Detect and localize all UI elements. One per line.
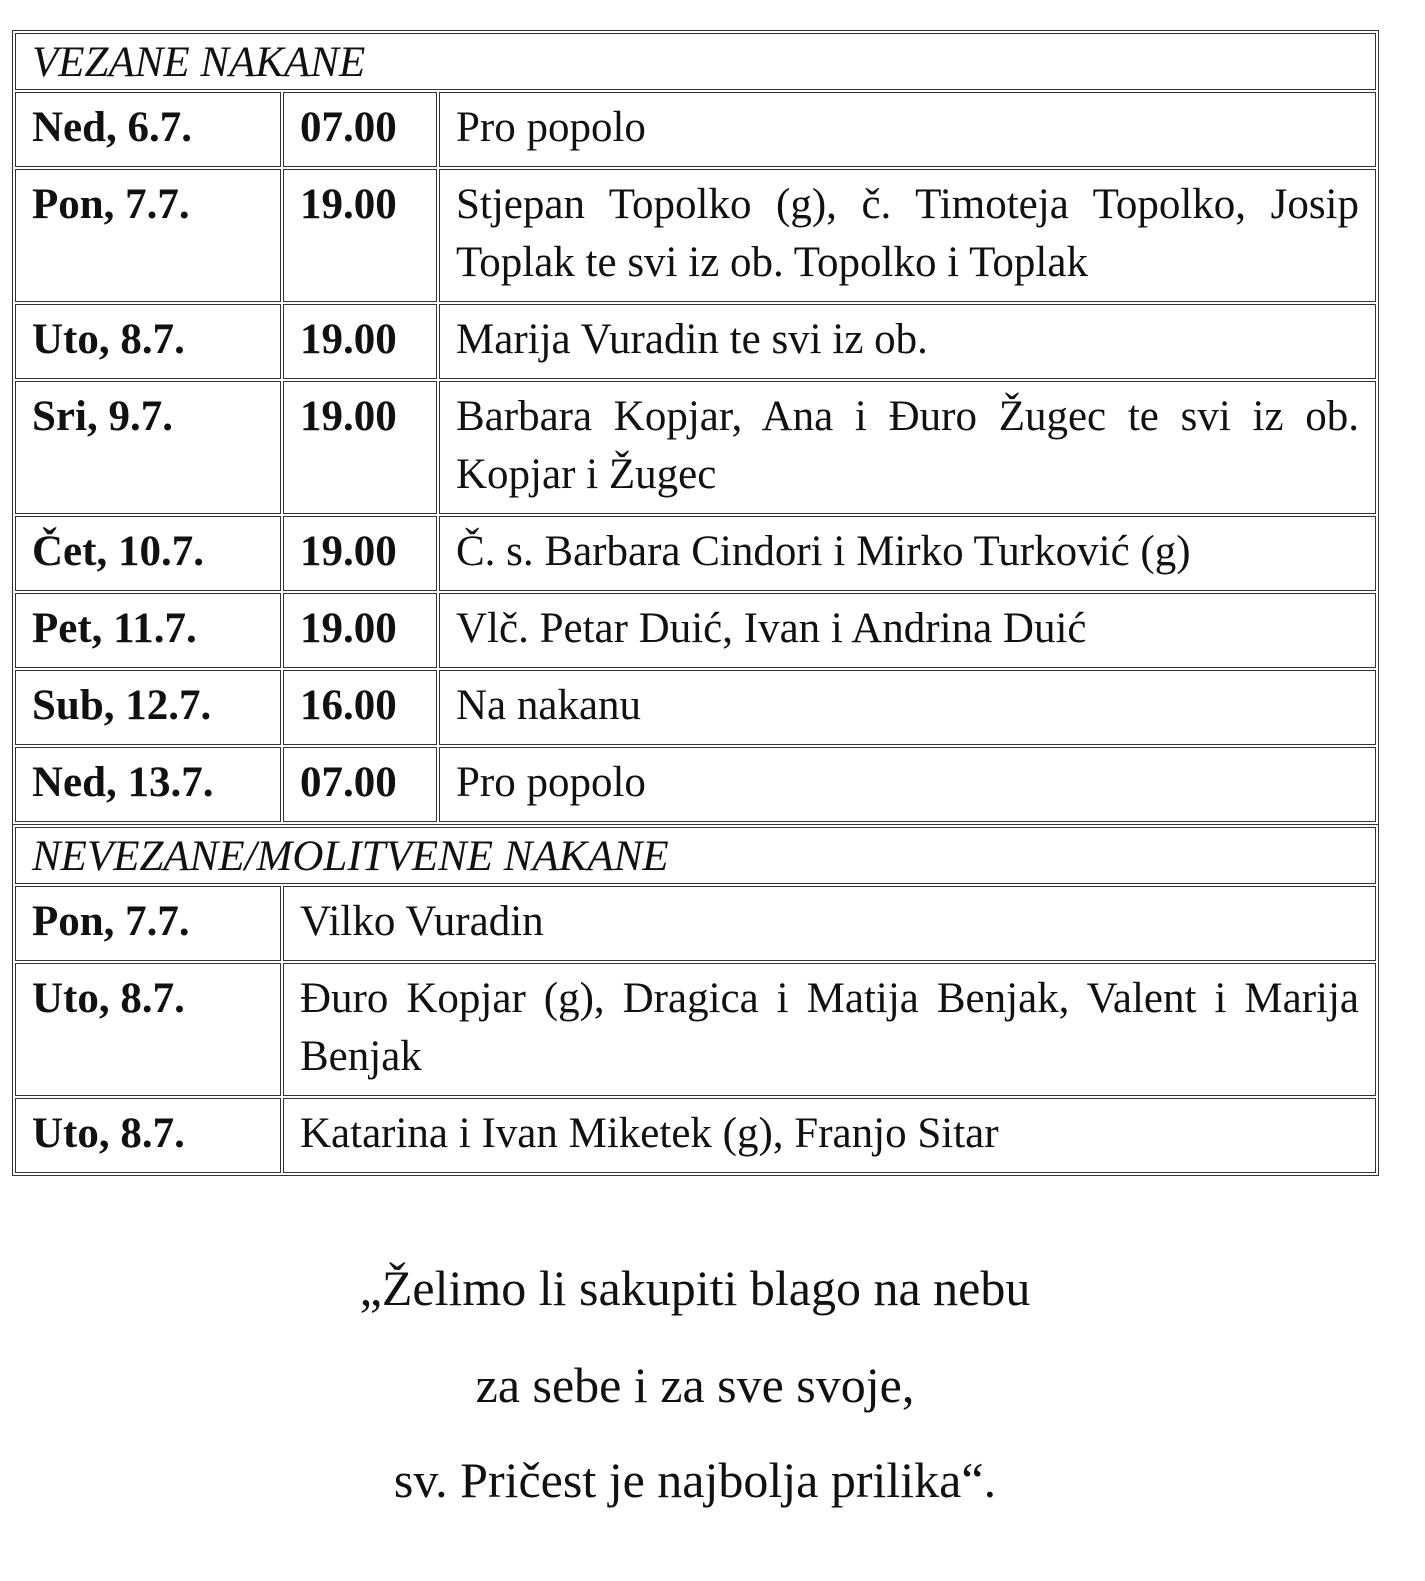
table-row xyxy=(15,169,1376,302)
day-cell: Čet, 10.7. xyxy=(15,516,281,591)
table-row xyxy=(15,963,1376,1096)
intention-cell: Pro popolo xyxy=(439,92,1376,167)
quote-line-1: „Želimo li sakupiti blago na nebu xyxy=(359,1260,1031,1316)
section-heading-row xyxy=(15,827,1376,884)
day-cell: Sub, 12.7. xyxy=(15,670,281,745)
intention-cell: Vilko Vuradin xyxy=(283,886,1376,961)
table-row xyxy=(15,670,1376,745)
time-cell: 07.00 xyxy=(283,92,437,167)
day-cell: Pet, 11.7. xyxy=(15,593,281,668)
day-cell: Ned, 13.7. xyxy=(15,747,281,822)
table-row xyxy=(15,381,1376,514)
time-cell: 19.00 xyxy=(283,169,437,302)
intention-cell: Katarina i Ivan Miketek (g), Franjo Sitar xyxy=(283,1098,1376,1173)
quote-line-2: za sebe i za sve svoje, xyxy=(475,1357,915,1413)
intention-cell: Marija Vuradin te svi iz ob. xyxy=(439,304,1376,379)
table-row xyxy=(15,593,1376,668)
intention-cell: Na nakanu xyxy=(439,670,1376,745)
mass-intentions-sheet xyxy=(12,30,1379,1176)
bound-intentions-heading: VEZANE NAKANE xyxy=(15,33,1376,90)
day-cell: Uto, 8.7. xyxy=(15,963,281,1096)
day-cell: Uto, 8.7. xyxy=(15,1098,281,1173)
day-cell: Pon, 7.7. xyxy=(15,169,281,302)
intention-cell: Barbara Kopjar, Ana i Đuro Žugec te svi iz ob. Kopjar i Žugec xyxy=(439,381,1376,514)
prayer-intentions-heading: NEVEZANE/MOLITVENE NAKANE xyxy=(15,827,1376,884)
section-heading-row xyxy=(15,33,1376,90)
table-row xyxy=(15,747,1376,822)
time-cell: 07.00 xyxy=(283,747,437,822)
intention-cell: Č. s. Barbara Cindori i Mirko Turković (g) xyxy=(439,516,1376,591)
day-cell: Pon, 7.7. xyxy=(15,886,281,961)
intention-cell: Stjepan Topolko (g), č. Timoteja Topolko, Josip Toplak te svi iz ob. Topolko i Toplak xyxy=(439,169,1376,302)
time-cell: 19.00 xyxy=(283,304,437,379)
intention-cell: Đuro Kopjar (g), Dragica i Matija Benjak, Valent i Marija Benjak xyxy=(283,963,1376,1096)
bound-intentions-table xyxy=(12,30,1379,825)
intention-cell: Pro popolo xyxy=(439,747,1376,822)
table-row xyxy=(15,304,1376,379)
time-cell: 16.00 xyxy=(283,670,437,745)
prayer-intentions-table xyxy=(12,825,1379,1176)
day-cell: Sri, 9.7. xyxy=(15,381,281,514)
table-row xyxy=(15,516,1376,591)
time-cell: 19.00 xyxy=(283,593,437,668)
intention-cell: Vlč. Petar Duić, Ivan i Andrina Duić xyxy=(439,593,1376,668)
table-row xyxy=(15,886,1376,961)
table-row xyxy=(15,1098,1376,1173)
time-cell: 19.00 xyxy=(283,381,437,514)
time-cell: 19.00 xyxy=(283,516,437,591)
quote-line-3: sv. Pričest je najbolja prilika“. xyxy=(393,1452,997,1508)
day-cell: Ned, 6.7. xyxy=(15,92,281,167)
table-row xyxy=(15,92,1376,167)
day-cell: Uto, 8.7. xyxy=(15,304,281,379)
